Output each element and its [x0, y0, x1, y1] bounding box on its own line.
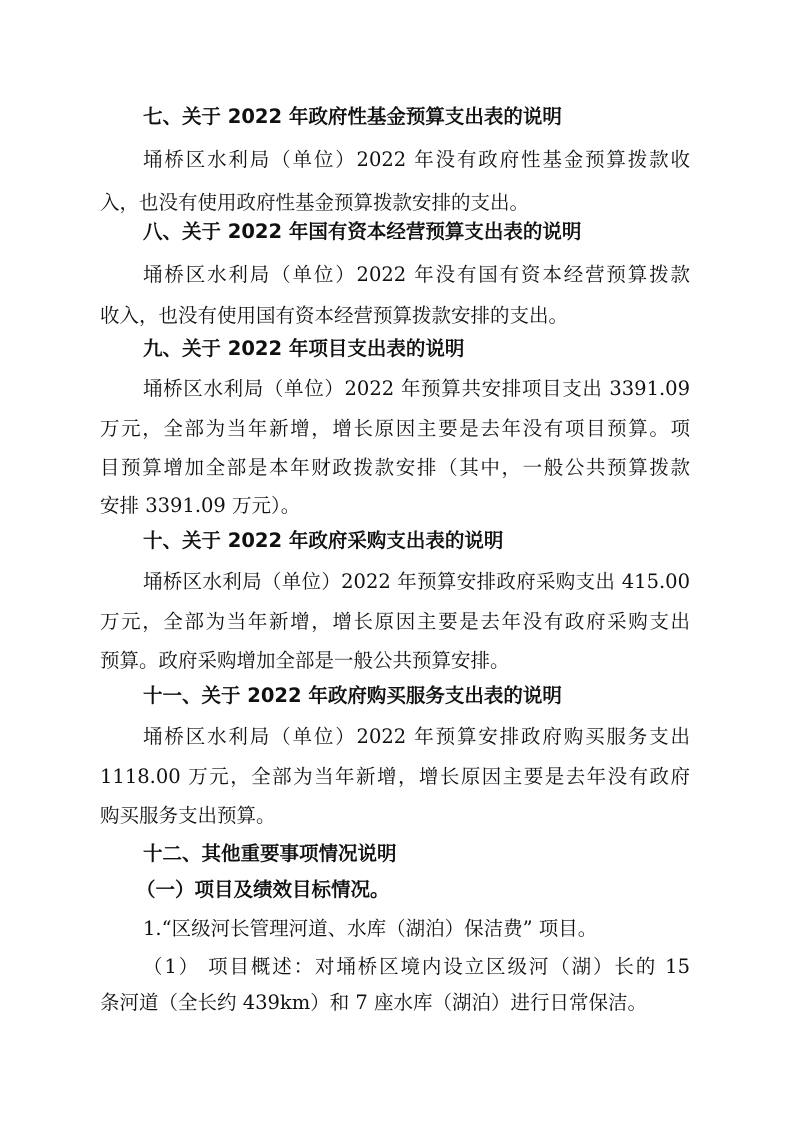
- paragraph-line: 埇桥区水利局（单位）2022 年预算共安排项目支出 3391.09: [143, 377, 690, 400]
- section-heading-10: 十、关于 2022 年政府采购支出表的说明: [143, 529, 504, 552]
- paragraph-line: 1118.00 万元，全部为当年新增，增长原因主要是去年没有政府: [100, 765, 690, 788]
- paragraph-line: 万元，全部为当年新增，增长原因主要是去年没有项目预算。项: [100, 417, 690, 440]
- paragraph-line: 埇桥区水利局（单位）2022 年没有国有资本经营预算拨款: [143, 263, 690, 286]
- subsection-heading: （一）项目及绩效目标情况。: [136, 878, 390, 901]
- section-heading-9: 九、关于 2022 年项目支出表的说明: [143, 337, 465, 360]
- section-heading-8: 八、关于 2022 年国有资本经营预算支出表的说明: [143, 220, 582, 243]
- section-heading-12: 十二、其他重要事项情况说明: [143, 842, 397, 865]
- project-title: 1.“区级河长管理河道、水库（湖泊）保洁费” 项目。: [143, 917, 598, 940]
- paragraph-line: 预算。政府采购增加全部是一般公共预算安排。: [100, 649, 510, 672]
- paragraph-line: 条河道（全长约 439km）和 7 座水库（湖泊）进行日常保洁。: [100, 991, 648, 1014]
- paragraph-line: （1） 项目概述：对埇桥区境内设立区级河（湖）长的 15: [143, 955, 690, 978]
- paragraph-line: 万元，全部为当年新增，增长原因主要是去年没有政府采购支出: [100, 610, 690, 633]
- section-heading-11: 十一、关于 2022 年政府购买服务支出表的说明: [143, 684, 562, 707]
- paragraph-line: 埇桥区水利局（单位）2022 年没有政府性基金预算拨款收: [143, 148, 690, 171]
- paragraph-line: 购买服务支出预算。: [100, 804, 276, 827]
- paragraph-line: 埇桥区水利局（单位）2022 年预算安排政府采购支出 415.00: [143, 570, 690, 593]
- paragraph-line: 入，也没有使用政府性基金预算拨款安排的支出。: [100, 191, 530, 214]
- paragraph-line: 安排 3391.09 万元）。: [100, 494, 301, 517]
- paragraph-line: 埇桥区水利局（单位）2022 年预算安排政府购买服务支出: [143, 725, 690, 748]
- paragraph-line: 收入，也没有使用国有资本经营预算拨款安排的支出。: [100, 304, 569, 327]
- section-heading-7: 七、关于 2022 年政府性基金预算支出表的说明: [143, 105, 562, 128]
- paragraph-line: 目预算增加全部是本年财政拨款安排（其中，一般公共预算拨款: [100, 456, 690, 479]
